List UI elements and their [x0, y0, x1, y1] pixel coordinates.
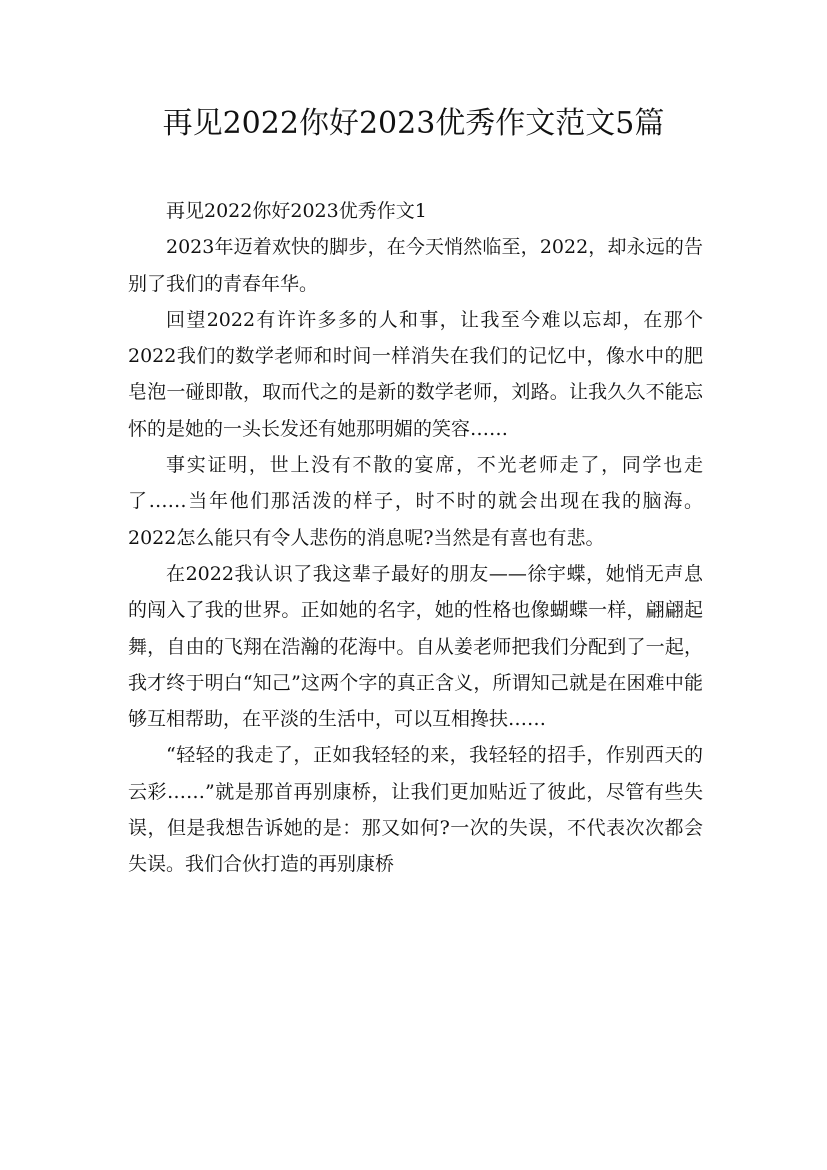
- body-paragraph: 回望2022有许许多多的人和事，让我至今难以忘却，在那个2022我们的数学老师和时间一样消失在我们的记忆中，像水中的肥皂泡一碰即散，取而代之的是新的数学老师，刘路。让我久久不能忘怀的是她的一头长发还有她那明媚的笑容……: [128, 308, 703, 440]
- essay-subheading: 再见2022你好2023优秀作文1: [166, 200, 427, 222]
- body-paragraph: 在2022我认识了我这辈子最好的朋友——徐宇蝶，她悄无声息的闯入了我的世界。正如她的名字，她的性格也像蝴蝶一样，翩翩起舞，自由的飞翔在浩瀚的花海中。自从姜老师把我们分配到了一起，我才终于明白“知己”这两个字的真正含义，所谓知己就是在困难中能够互相帮助，在平淡的生活中，可以互相搀扶……: [128, 562, 703, 731]
- document-body: [128, 193, 703, 883]
- body-paragraph: 2023年迈着欢快的脚步，在今天悄然临至，2022，却永远的告别了我们的青春年华。: [128, 236, 703, 295]
- body-paragraph: 事实证明，世上没有不散的宴席，不光老师走了，同学也走了……当年他们那活泼的样子，时不时的就会出现在我的脑海。2022怎么能只有令人悲伤的消息呢?当然是有喜也有悲。: [128, 454, 703, 549]
- document-title: 再见2022你好2023优秀作文范文5篇: [162, 106, 665, 141]
- body-paragraph: “轻轻的我走了，正如我轻轻的来，我轻轻的招手，作别西天的云彩……”就是那首再别康桥，让我们更加贴近了彼此，尽管有些失误，但是我想告诉她的是：那又如何?一次的失误，不代表次次都会失误。我们合伙打造的再别康桥: [128, 744, 703, 876]
